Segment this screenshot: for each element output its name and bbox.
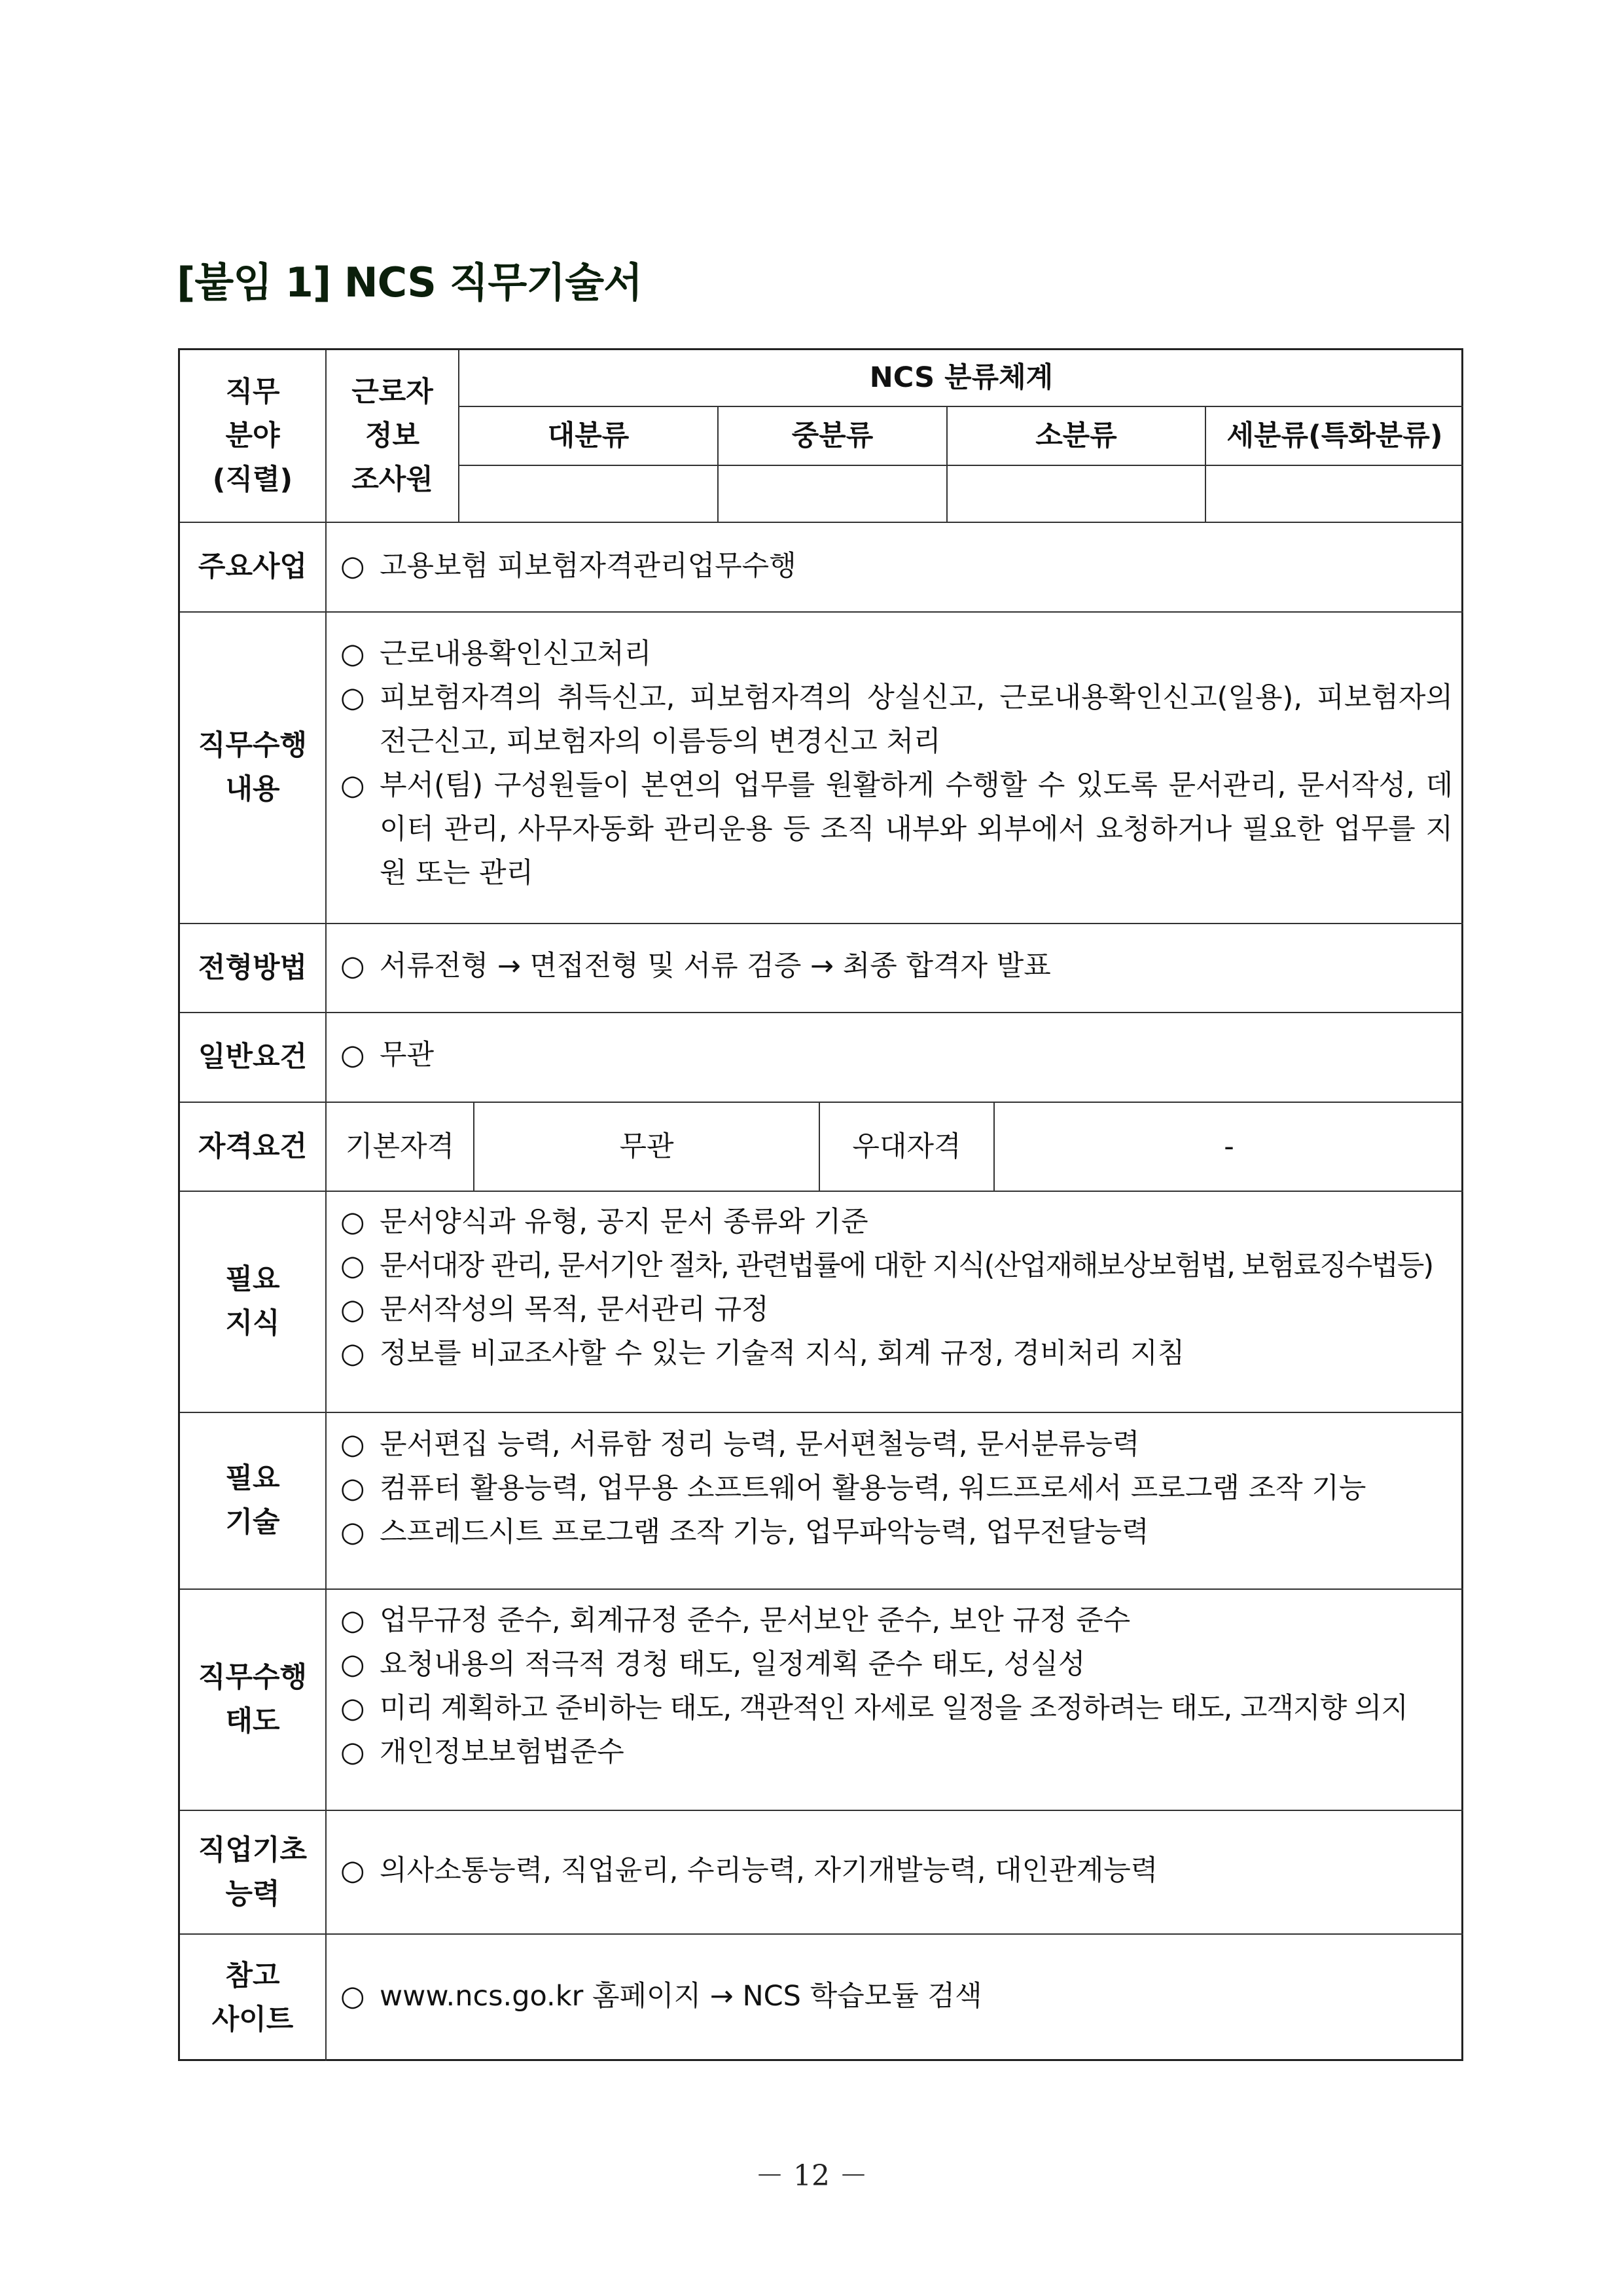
bullet-circle-icon: ○ [340, 1039, 365, 1071]
bullet-circle-icon: ○ [340, 1337, 365, 1370]
list-item: ○ 개인정보보험법준수 [340, 1731, 1453, 1774]
reference-label: 참고 사이트 [211, 1959, 294, 2036]
bullet-circle-icon: ○ [340, 1249, 365, 1282]
attitude-items [340, 1599, 1453, 1774]
list-item: ○ 정보를 비교조사할 수 있는 기술적 지식, 회계 규정, 경비처리 지침 [340, 1332, 1453, 1376]
bullet-circle-icon: ○ [340, 1736, 365, 1768]
list-item: ○ 업무규정 준수, 회계규정 준수, 문서보안 준수, 보안 규정 준수 [340, 1599, 1453, 1643]
preferred-qualification-label: 우대자격 [852, 1130, 961, 1163]
list-item: ○ 문서작성의 목적, 문서관리 규정 [340, 1288, 1453, 1332]
ncs-classification-label: NCS 분류체계 [869, 361, 1054, 394]
general-requirements-items [340, 1033, 1453, 1077]
general-requirements-label: 일반요건 [198, 1041, 308, 1073]
attitude-label: 직무수행 태도 [198, 1661, 308, 1738]
main-business-label: 주요사업 [198, 550, 308, 583]
list-item: ○ 미리 계획하고 준비하는 태도, 객관적인 자세로 일정을 조정하려는 태도, 고객지향 의지 [340, 1687, 1453, 1731]
list-item: ○ www.ncs.go.kr 홈페이지 → NCS 학습모듈 검색 [340, 1975, 1453, 2018]
main-business-items [340, 545, 1453, 588]
job-field-label: 직무 분야 (직렬) [212, 375, 293, 496]
knowledge-items [340, 1200, 1453, 1376]
bullet-circle-icon: ○ [340, 1428, 365, 1461]
basic-qualification-value: 무관 [619, 1130, 674, 1163]
basic-ability-items [340, 1849, 1453, 1893]
bullet-circle-icon: ○ [340, 550, 365, 583]
duties-items [340, 632, 1453, 895]
bullet-circle-icon: ○ [340, 1516, 365, 1549]
duties-label: 직무수행 내용 [198, 729, 308, 806]
qualification-label: 자격요건 [198, 1130, 308, 1163]
basic-qualification-label: 기본자격 [345, 1130, 455, 1163]
job-name: 근로자 정보 조사원 [351, 375, 433, 496]
column-minor-category: 소분류 [1035, 419, 1117, 452]
bullet-circle-icon: ○ [340, 1854, 365, 1887]
preferred-qualification-value: - [1224, 1130, 1234, 1163]
bullet-circle-icon: ○ [340, 681, 365, 714]
bullet-circle-icon: ○ [340, 1293, 365, 1326]
basic-ability-label: 직업기초 능력 [198, 1833, 308, 1910]
page-number: － 12 － [755, 2159, 868, 2193]
column-sub-category: 세분류(특화분류) [1226, 419, 1443, 452]
page-title: [붙임 1] NCS 직무기술서 [177, 259, 643, 306]
bullet-circle-icon: ○ [340, 637, 365, 670]
skills-label: 필요 기술 [225, 1462, 280, 1539]
bullet-circle-icon: ○ [340, 1472, 365, 1505]
column-major-category: 대분류 [547, 419, 630, 452]
bullet-circle-icon: ○ [340, 1692, 365, 1725]
bullet-circle-icon: ○ [340, 769, 365, 802]
list-item: ○ 컴퓨터 활용능력, 업무용 소프트웨어 활용능력, 워드프로세서 프로그램 조작 기능 [340, 1467, 1453, 1511]
bullet-circle-icon: ○ [340, 1604, 365, 1637]
list-item: ○ 요청내용의 적극적 경청 태도, 일정계획 준수 태도, 성실성 [340, 1643, 1453, 1687]
list-item: ○ 스프레드시트 프로그램 조작 기능, 업무파악능력, 업무전달능력 [340, 1511, 1453, 1554]
list-item: ○ 서류전형 → 면접전형 및 서류 검증 → 최종 합격자 발표 [340, 944, 1453, 988]
list-item: ○ 의사소통능력, 직업윤리, 수리능력, 자기개발능력, 대인관계능력 [340, 1849, 1453, 1893]
list-item: ○ 문서양식과 유형, 공지 문서 종류와 기준 [340, 1200, 1453, 1244]
bullet-circle-icon: ○ [340, 1980, 365, 2013]
bullet-circle-icon: ○ [340, 1206, 365, 1238]
skills-items [340, 1423, 1453, 1554]
column-middle-category: 중분류 [791, 419, 874, 452]
list-item: ○ 피보험자격의 취득신고, 피보험자격의 상실신고, 근로내용확인신고(일용), 피보험자의 전근신고, 피보험자의 이름등의 변경신고 처리 [340, 676, 1453, 764]
selection-items [340, 944, 1453, 988]
list-item: ○ 고용보험 피보험자격관리업무수행 [340, 545, 1453, 588]
bullet-circle-icon: ○ [340, 1648, 365, 1681]
list-item: ○ 부서(팀) 구성원들이 본연의 업무를 원활하게 수행할 수 있도록 문서관리, 문서작성, 데이터 관리, 사무자동화 관리운용 등 조직 내부와 외부에서 요청하거나 필요한 업무를 지원 또는 관리 [340, 764, 1453, 895]
list-item: ○ 문서편집 능력, 서류함 정리 능력, 문서편철능력, 문서분류능력 [340, 1423, 1453, 1467]
list-item: ○ 무관 [340, 1033, 1453, 1077]
selection-label: 전형방법 [198, 951, 308, 984]
reference-items [340, 1975, 1453, 2018]
list-item: ○ 근로내용확인신고처리 [340, 632, 1453, 676]
knowledge-label: 필요 지식 [225, 1263, 280, 1340]
bullet-circle-icon: ○ [340, 950, 365, 982]
list-item: ○ 문서대장 관리, 문서기안 절차, 관련법률에 대한 지식(산업재해보상보험법, 보험료징수법등) [340, 1244, 1453, 1288]
